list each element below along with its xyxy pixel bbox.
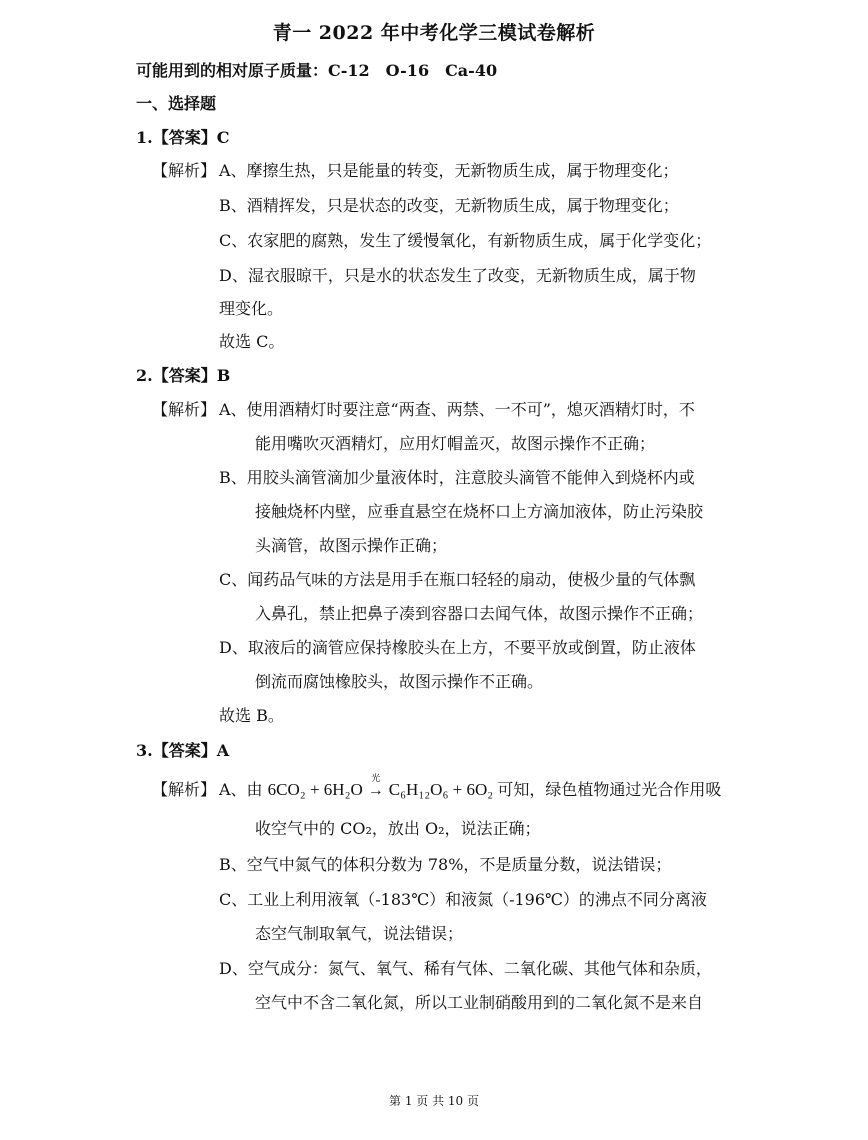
q1-option-b: B、酒精挥发，只是状态的改变，无新物质生成，属于物理变化； [219, 196, 679, 215]
q1-choice: 故选 C。 [219, 332, 285, 351]
q3-option-b: B、空气中氮气的体积分数为 78%，不是质量分数，说法错误； [219, 855, 672, 874]
q2-jiexi-label: 【解析】 [152, 400, 217, 419]
q3-jiexi-label: 【解析】 [152, 780, 217, 799]
q3-option-d-line2: 空气中不含二氧化氮，所以工业制硝酸用到的二氧化氮不是来自 [255, 993, 704, 1012]
q3-option-a-line2: 收空气中的 CO₂，放出 O₂，说法正确； [255, 819, 541, 838]
q1-option-d-line1: D、湿衣服晾干，只是水的状态发生了改变，无新物质生成，属于物 [219, 266, 696, 285]
q3-a-prefix: A、由 [219, 780, 263, 799]
q1-answer: 1.【答案】C [136, 128, 230, 147]
reaction-condition: 光 [371, 773, 381, 783]
q3-answer: 3.【答案】A [136, 741, 230, 760]
equation-products: C₆H₁₂O₆ + 6O₂ [388, 780, 494, 799]
equation-reactants: 6CO₂ + 6H₂O [267, 780, 363, 799]
q2-option-a-line1: A、使用酒精灯时要注意“两查、两禁、一不可”，熄灭酒精灯时，不 [219, 400, 695, 419]
q1-option-c: C、农家肥的腐熟，发生了缓慢氧化，有新物质生成，属于化学变化； [219, 231, 712, 250]
q1-option-d-line2: 理变化。 [219, 299, 284, 318]
q2-option-c-line2: 入鼻孔，禁止把鼻子凑到容器口去闻气体，故图示操作不正确； [255, 604, 704, 623]
q2-choice: 故选 B。 [219, 706, 284, 725]
q2-option-a-line2: 能用嘴吹灭酒精灯，应用灯帽盖灭，故图示操作不正确； [255, 434, 656, 453]
section-heading: 一、选择题 [136, 94, 217, 113]
q2-option-d-line2: 倒流而腐蚀橡胶头，故图示操作不正确。 [255, 672, 544, 691]
q3-option-a-line1 [219, 773, 722, 802]
photosynthesis-equation [267, 773, 498, 799]
q2-option-b-line2: 接触烧杯内壁，应垂直悬空在烧杯口上方滴加液体，防止污染胶 [255, 502, 704, 521]
atomic-mass-line: 可能用到的相对原子质量：C-12 O-16 Ca-40 [136, 61, 498, 80]
q1-option-a: A、摩擦生热，只是能量的转变，无新物质生成，属于物理变化； [219, 161, 679, 180]
q3-a-suffix: 可知，绿色植物通过光合作用吸 [497, 780, 722, 799]
q3-option-d-line1: D、空气成分：氮气、氧气、稀有气体、二氧化碳、其他气体和杂质， [219, 959, 712, 978]
q2-option-b-line3: 头滴管，故图示操作正确； [255, 536, 448, 555]
q3-option-c-line2: 态空气制取氧气，说法错误； [255, 924, 464, 943]
q2-option-c-line1: C、闻药品气味的方法是用手在瓶口轻轻的扇动，使极少量的气体飘 [219, 570, 696, 589]
q2-option-d-line1: D、取液后的滴管应保持橡胶头在上方，不要平放或倒置，防止液体 [219, 638, 696, 657]
q2-answer: 2.【答案】B [136, 366, 231, 385]
page-title: 青一 2022 年中考化学三模试卷解析 [272, 22, 596, 44]
q2-option-b-line1: B、用胶头滴管滴加少量液体时，注意胶头滴管不能伸入到烧杯内或 [219, 468, 695, 487]
q3-option-c-line1: C、工业上利用液氧（-183℃）和液氮（-196℃）的沸点不同分离液 [219, 890, 707, 909]
page-footer: 第 1 页 共 10 页 [389, 1094, 479, 1108]
q1-jiexi-label: 【解析】 [152, 161, 217, 180]
arrow-icon: → [367, 782, 384, 799]
reaction-arrow [363, 773, 389, 802]
